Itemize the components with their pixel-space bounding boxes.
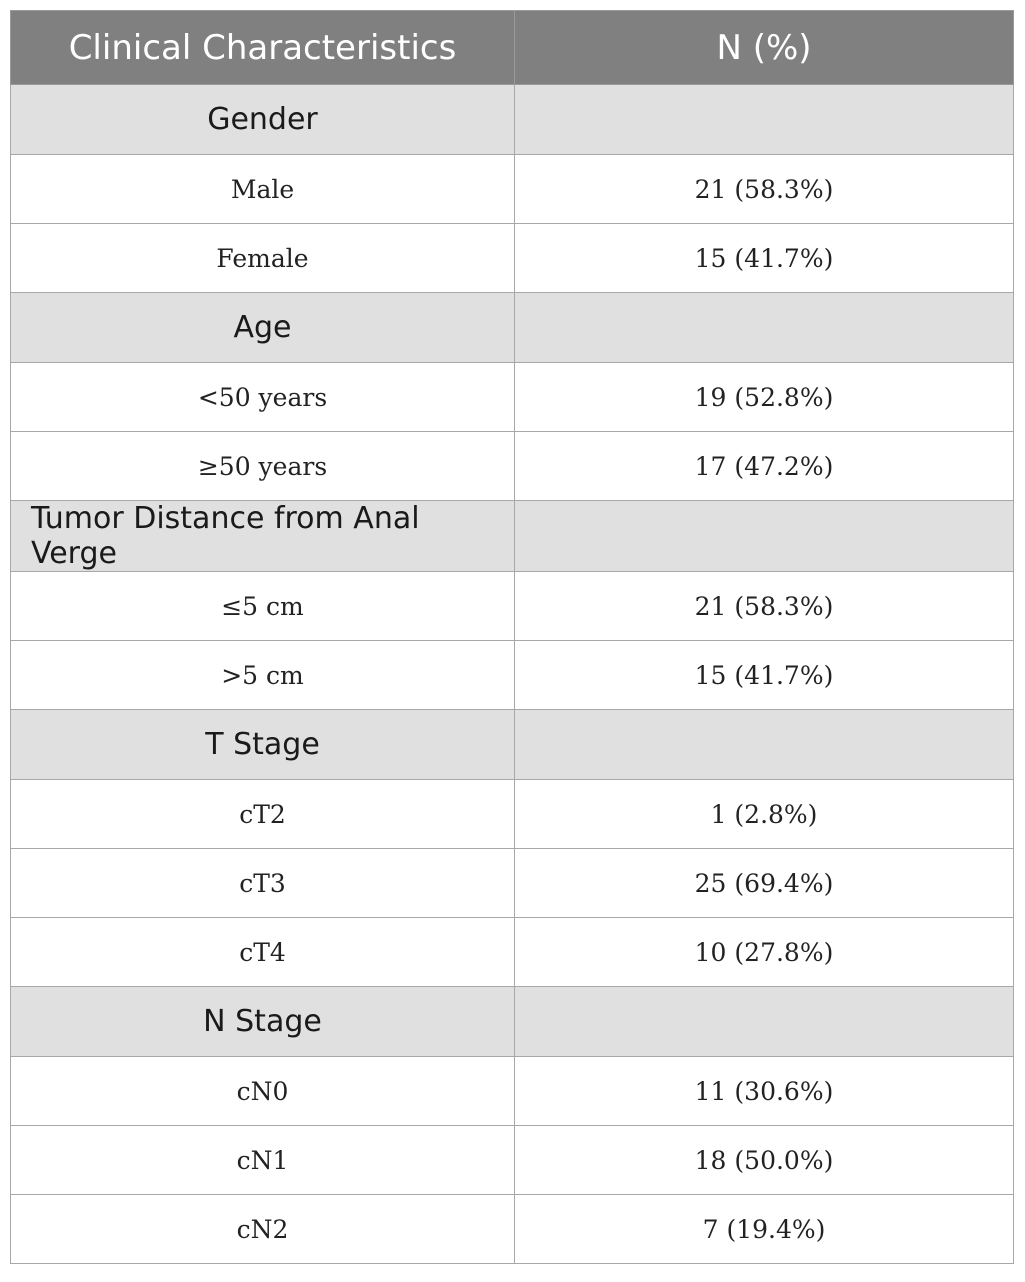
row-value: 19 (52.8%): [515, 363, 1014, 432]
row-label: Female: [11, 224, 515, 293]
row-label: cN0: [11, 1057, 515, 1126]
row-value: 7 (19.4%): [515, 1195, 1014, 1264]
group-row-gender: [11, 85, 1014, 155]
table-row: [11, 849, 1014, 918]
table-row: [11, 918, 1014, 987]
row-value: 25 (69.4%): [515, 849, 1014, 918]
row-value: 15 (41.7%): [515, 641, 1014, 710]
row-label: cT2: [11, 780, 515, 849]
group-empty-cell: [515, 293, 1014, 363]
group-row-t-stage: [11, 710, 1014, 780]
group-row-tumor-distance: [11, 501, 1014, 572]
row-value: 17 (47.2%): [515, 432, 1014, 501]
row-label: ≤5 cm: [11, 572, 515, 641]
row-label: cT3: [11, 849, 515, 918]
row-value: 21 (58.3%): [515, 155, 1014, 224]
row-label: cN2: [11, 1195, 515, 1264]
table-row: [11, 155, 1014, 224]
row-value: 15 (41.7%): [515, 224, 1014, 293]
table-row: [11, 641, 1014, 710]
row-value: 21 (58.3%): [515, 572, 1014, 641]
group-empty-cell: [515, 710, 1014, 780]
table-row: [11, 363, 1014, 432]
table-row: [11, 1057, 1014, 1126]
row-label: cN1: [11, 1126, 515, 1195]
row-value: 1 (2.8%): [515, 780, 1014, 849]
table-row: [11, 432, 1014, 501]
group-title: Gender: [11, 85, 515, 155]
group-empty-cell: [515, 987, 1014, 1057]
table-row: [11, 1126, 1014, 1195]
table-row: [11, 224, 1014, 293]
header-n-percent: N (%): [515, 11, 1014, 85]
row-value: 18 (50.0%): [515, 1126, 1014, 1195]
group-row-age: [11, 293, 1014, 363]
row-label: Male: [11, 155, 515, 224]
row-label: ≥50 years: [11, 432, 515, 501]
clinical-characteristics-table: [10, 10, 1014, 1264]
row-label: <50 years: [11, 363, 515, 432]
row-value: 10 (27.8%): [515, 918, 1014, 987]
group-empty-cell: [515, 501, 1014, 572]
header-characteristics: Clinical Characteristics: [11, 11, 515, 85]
group-title: N Stage: [11, 987, 515, 1057]
header-row: [11, 11, 1014, 85]
group-title: Age: [11, 293, 515, 363]
row-value: 11 (30.6%): [515, 1057, 1014, 1126]
table-row: [11, 780, 1014, 849]
row-label: cT4: [11, 918, 515, 987]
table-row: [11, 1195, 1014, 1264]
row-label: >5 cm: [11, 641, 515, 710]
table-row: [11, 572, 1014, 641]
group-empty-cell: [515, 85, 1014, 155]
group-row-n-stage: [11, 987, 1014, 1057]
group-title: T Stage: [11, 710, 515, 780]
group-title: Tumor Distance from Anal Verge: [11, 501, 515, 572]
